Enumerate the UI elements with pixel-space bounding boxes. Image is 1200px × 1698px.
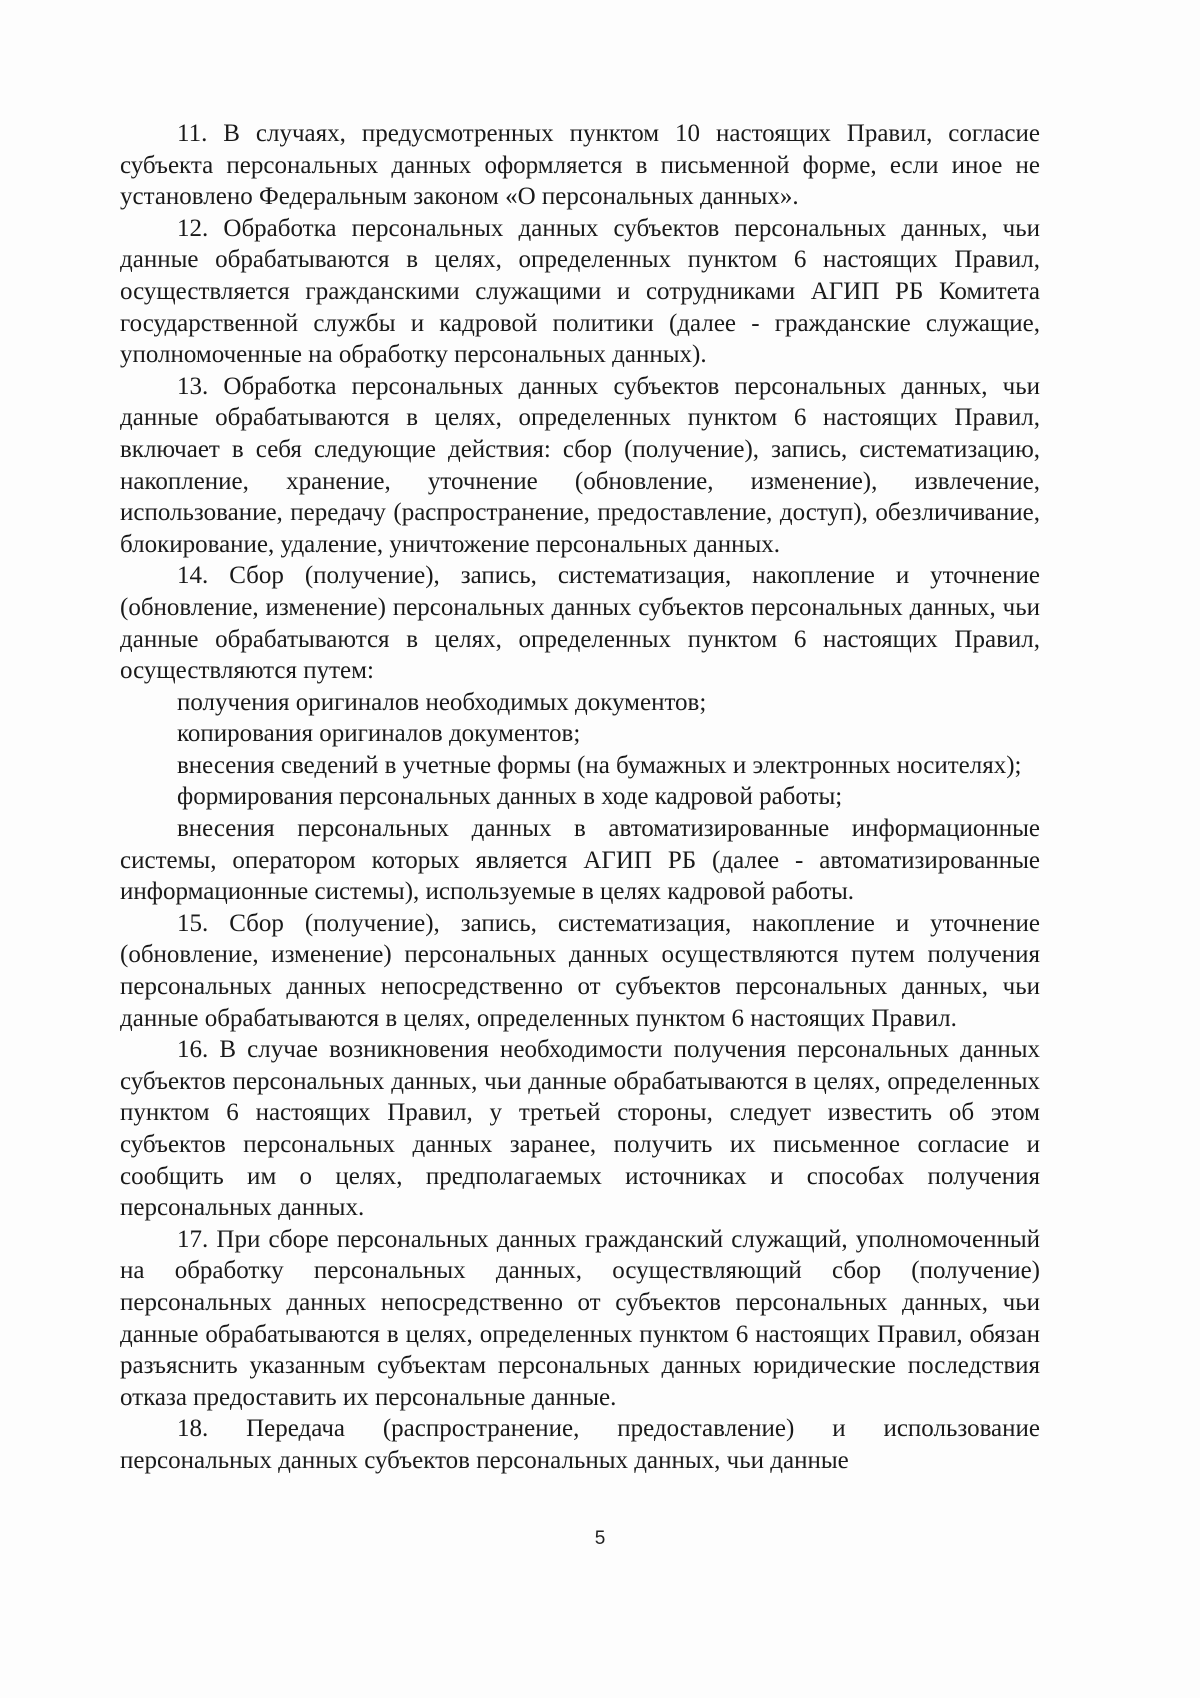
list-item: формирования персональных данных в ходе кадровой работы;: [177, 783, 843, 811]
paragraph-17: 17. При сборе персональных данных гражданский служащий, уполномоченный на обработку персональных данных, осуществляющий сбор (получение) персональных данных непосредственно от субъектов персональных данных, чьи данные обрабатываются в целях, определенных пунктом 6 настоящих Правил, обязан разъяснить указанным субъектам персональных данных юридические последствия отказа предоставить их персональные данные.: [120, 1225, 1040, 1411]
paragraph-11: 11. В случаях, предусмотренных пунктом 10 настоящих Правил, согласие субъекта персональных данных оформляется в письменной форме, если иное не установлено Федеральным законом «О персональных данных».: [120, 120, 1040, 211]
list-item: внесения сведений в учетные формы (на бумажных и электронных носителях);: [177, 751, 1022, 779]
paragraph-18: 18. Передача (распространение, предоставление) и использование персональных данных субъектов персональных данных, чьи данные: [120, 1415, 1040, 1474]
list-item: внесения персональных данных в автоматизированные информационные системы, оператором которых является АГИП РБ (далее - автоматизированные информационные системы), используемые в целях кадровой работы.: [120, 815, 1040, 906]
list-item: копирования оригиналов документов;: [177, 720, 581, 748]
list-item: получения оригиналов необходимых документов;: [177, 688, 707, 716]
paragraph-14: 14. Сбор (получение), запись, систематизация, накопление и уточнение (обновление, изменение) персональных данных субъектов персональных данных, чьи данные обрабатываются в целях, определенных пунктом 6 настоящих Правил, осуществляются путем:: [120, 562, 1040, 685]
paragraph-15: 15. Сбор (получение), запись, систематизация, накопление и уточнение (обновление, изменение) персональных данных осуществляются путем получения персональных данных непосредственно от субъектов персональных данных, чьи данные обрабатываются в целях, определенных пунктом 6 настоящих Правил.: [120, 909, 1040, 1032]
paragraph-12: 12. Обработка персональных данных субъектов персональных данных, чьи данные обрабатываются в целях, определенных пунктом 6 настоящих Правил, осуществляется гражданскими служащими и сотрудниками АГИП РБ Комитета государственной службы и кадровой политики (далее - гражданские служащие, уполномоченные на обработку персональных данных).: [120, 214, 1040, 369]
paragraph-16: 16. В случае возникновения необходимости получения персональных данных субъектов персональных данных, чьи данные обрабатываются в целях, определенных пунктом 6 настоящих Правил, у третьей стороны, следует известить об этом субъектов персональных данных заранее, получить их письменное согласие и сообщить им о целях, предполагаемых источниках и способах получения персональных данных.: [120, 1036, 1040, 1222]
document-body: [120, 118, 1040, 1477]
paragraph-13: 13. Обработка персональных данных субъектов персональных данных, чьи данные обрабатываются в целях, определенных пунктом 6 настоящих Правил, включает в себя следующие действия: сбор (получение), запись, систематизацию, накопление, хранение, уточнение (обновление, изменение), извлечение, использование, передачу (распространение, предоставление, доступ), обезличивание, блокирование, удаление, уничтожение персональных данных.: [120, 372, 1040, 558]
page-number: 5: [594, 1528, 606, 1549]
